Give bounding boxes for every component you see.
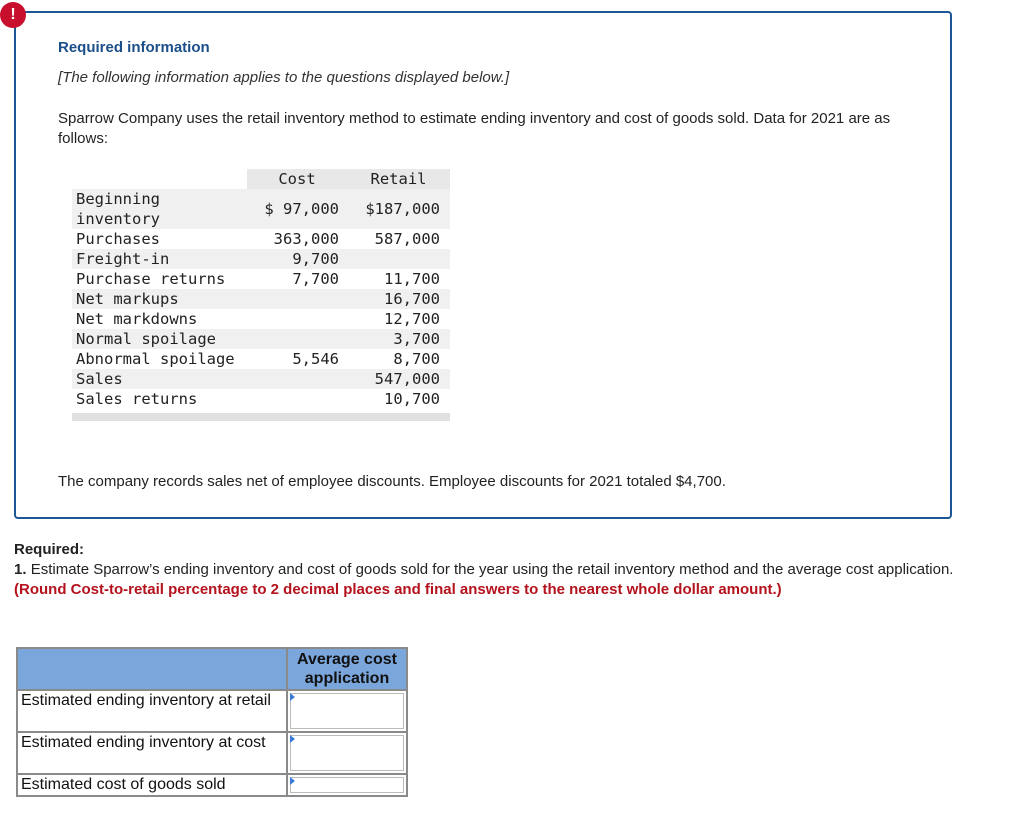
table-row [72, 249, 450, 269]
row-cost: 5,546 [292, 350, 339, 368]
row-cost: $ 97,000 [264, 200, 339, 218]
required-section [14, 540, 964, 600]
input-marker-icon [290, 735, 295, 743]
row-retail: 11,700 [384, 270, 440, 288]
row-label: Abnormal spoilage [76, 350, 235, 368]
answer-table [16, 647, 408, 797]
table-row [17, 690, 407, 732]
row-retail: 3,700 [393, 330, 440, 348]
answer-header-row [17, 648, 407, 690]
table-row [72, 189, 450, 229]
table-row [17, 732, 407, 774]
table-row [72, 389, 450, 409]
row-retail: 8,700 [393, 350, 440, 368]
table-row [72, 289, 450, 309]
input-marker-icon [290, 777, 295, 785]
table-row [72, 309, 450, 329]
table-row [72, 369, 450, 389]
table-row [72, 229, 450, 249]
table-row [17, 774, 407, 796]
ending-inventory-cost-input[interactable] [290, 735, 404, 771]
cost-column-header: Cost [247, 169, 347, 189]
table-row [72, 329, 450, 349]
answer-row-label: Estimated ending inventory at retail [17, 690, 287, 732]
table-header-row [72, 169, 450, 189]
row-cost: 363,000 [273, 230, 339, 248]
row-cost: 7,700 [292, 270, 339, 288]
table-row [72, 349, 450, 369]
alert-icon: ! [0, 2, 26, 28]
row-retail: 547,000 [374, 370, 440, 388]
retail-column-header: Retail [347, 169, 450, 189]
ending-inventory-retail-input[interactable] [290, 693, 404, 729]
row-label: Net markdowns [76, 310, 198, 328]
row-label: Purchases [76, 230, 160, 248]
required-information-panel [14, 11, 952, 519]
required-number: 1. [14, 561, 27, 578]
row-label: Net markups [76, 290, 179, 308]
info-subtitle: [The following information applies to the questions displayed below.] [58, 69, 510, 86]
rounding-note: (Round Cost-to-retail percentage to 2 decimal places and final answers to the nearest whole dollar amount.) [14, 581, 782, 598]
row-retail: 587,000 [374, 230, 440, 248]
answer-row-label: Estimated cost of goods sold [17, 774, 287, 796]
average-cost-column-header: Average cost application [287, 648, 407, 690]
info-footer: The company records sales net of employee discounts. Employee discounts for 2021 totaled $4,700. [58, 473, 726, 490]
table-bottom-bar [72, 413, 450, 421]
required-text [14, 560, 964, 600]
info-title: Required information [58, 39, 210, 56]
required-title: Required: [14, 541, 85, 558]
inventory-data-table [72, 169, 450, 421]
info-intro: Sparrow Company uses the retail inventory method to estimate ending inventory and cost of goods sold. Data for 2021 are as follows: [58, 110, 891, 147]
row-cost: 9,700 [292, 250, 339, 268]
row-label: Beginning inventory [76, 190, 160, 228]
row-retail: $187,000 [365, 200, 440, 218]
row-retail: 12,700 [384, 310, 440, 328]
row-label: Sales returns [76, 390, 198, 408]
row-label: Freight-in [76, 250, 170, 268]
row-label: Sales [76, 370, 123, 388]
input-marker-icon [290, 693, 295, 701]
cost-of-goods-sold-input[interactable] [290, 777, 404, 793]
row-label: Purchase returns [76, 270, 226, 288]
row-label: Normal spoilage [76, 330, 216, 348]
row-retail: 10,700 [384, 390, 440, 408]
table-row [72, 269, 450, 289]
required-instruction: Estimate Sparrow’s ending inventory and cost of goods sold for the year using the retail inventory method and the average cost application. [30, 561, 954, 578]
answer-row-label: Estimated ending inventory at cost [17, 732, 287, 774]
row-retail: 16,700 [384, 290, 440, 308]
